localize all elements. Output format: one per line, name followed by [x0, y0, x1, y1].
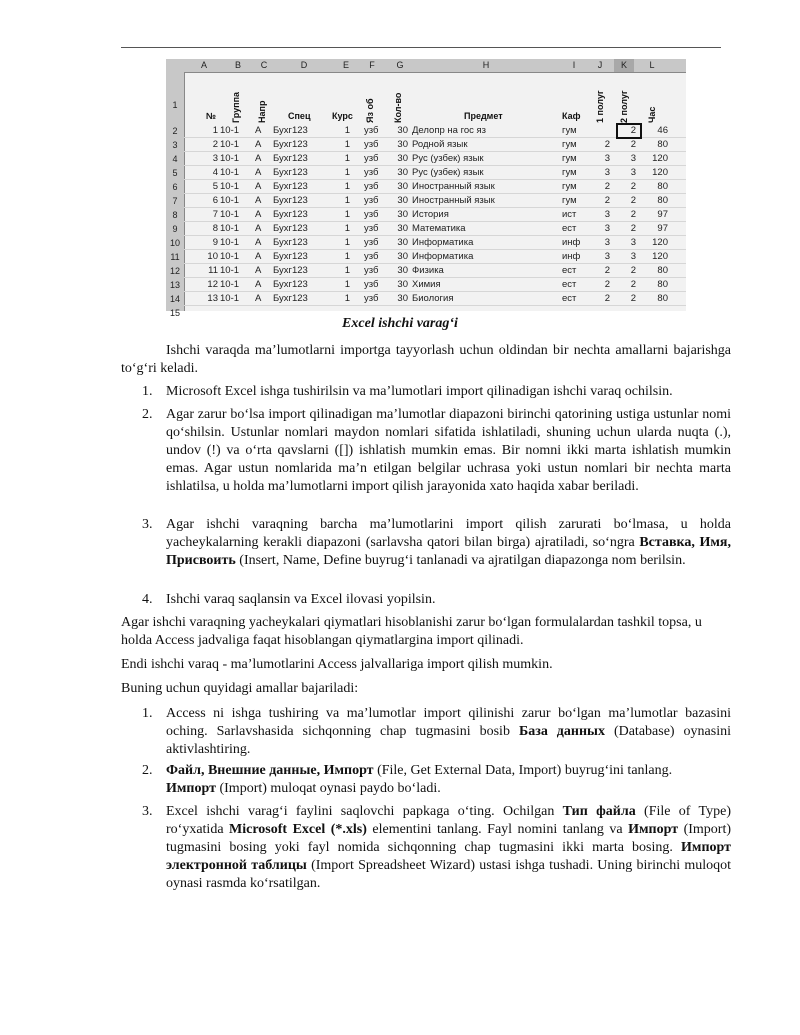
col-j: J	[597, 60, 603, 70]
table-cell: Физика	[412, 265, 444, 276]
table-cell: 2	[604, 181, 610, 192]
table-cell: 30	[397, 265, 408, 276]
table-cell: 1	[344, 265, 350, 276]
col-a: A	[200, 60, 207, 70]
col-g: G	[396, 60, 404, 70]
table-cell: А	[255, 181, 262, 192]
table-cell: 120	[652, 237, 668, 248]
table-cell: 3	[630, 251, 636, 262]
table-cell: 80	[657, 265, 668, 276]
hdr-predmet: Предмет	[464, 111, 503, 121]
table-cell: А	[255, 293, 262, 304]
table-cell: 10-1	[220, 139, 240, 150]
table-cell: 3	[604, 153, 610, 164]
table-cell: узб	[364, 195, 379, 206]
table-cell: 30	[397, 139, 408, 150]
list1-item-4: Ishchi varaq saqlansin va Excel ilovasi yopilsin.	[166, 592, 436, 607]
hdr-group: Группа	[231, 91, 241, 123]
table-cell: 4	[212, 167, 218, 178]
row-number: 12	[169, 266, 180, 276]
table-cell: 10-1	[220, 209, 240, 220]
table-cell: 80	[657, 293, 668, 304]
row-number: 2	[172, 126, 178, 136]
table-cell: гум	[562, 125, 577, 136]
table-cell: узб	[364, 251, 379, 262]
col-c: C	[260, 60, 268, 70]
table-cell: 1	[344, 223, 350, 234]
paragraph-import-ready: Endi ishchi varaq - ma’lumotlarini Access jalvallariga import qilish mumkin.	[121, 657, 553, 672]
table-cell: ест	[562, 279, 577, 290]
table-cell: 9	[212, 237, 218, 248]
col-d: D	[300, 60, 308, 70]
table-cell: 30	[397, 223, 408, 234]
row-number: 1	[172, 100, 178, 110]
list1-number-1: 1.	[142, 384, 153, 399]
list1-item-2: Agar zarur bo‘lsa import qilinadigan ma’lumotlar diapazoni birinchi qatorining ustiga ustunlar nomi qo‘shilsin. Ustunlar nomlari maydon nomlari sifatida ishlatiladi, shuning uchun ularda nuqta (.), undov (!) va o‘rta qavslarni ([]) ishlatish mumkin emas. Bir nomni ikki marta ishlatish mumkin emas. Agar ustun nomlarida ma’n etilgan belgilar uchrasa yoki ustun nomlari bir nechta marta ishlatilsa, u holda ma’lumotlarni import qilish jarayonida xato haqida xabar beriladi.	[166, 407, 731, 494]
col-e: E	[342, 60, 349, 70]
table-cell: 10	[207, 251, 218, 262]
table-cell: 2	[604, 139, 610, 150]
table-cell: Бухг123	[273, 237, 308, 248]
table-cell: гум	[562, 167, 577, 178]
table-cell: Математика	[412, 223, 466, 234]
intro-paragraph: Ishchi varaqda ma’lumotlarni importga tayyorlash uchun oldindan bir nechta amallarni bajarishga to‘g‘ri keladi.	[121, 343, 731, 376]
table-cell: Иностранный язык	[412, 181, 495, 192]
row-number: 15	[169, 308, 180, 318]
hdr-spets: Спец	[288, 111, 311, 121]
table-cell: 10-1	[220, 167, 240, 178]
table-cell: Бухг123	[273, 293, 308, 304]
row-number: 13	[169, 280, 180, 290]
table-cell: 2	[604, 195, 610, 206]
table-cell: История	[412, 209, 449, 220]
table-cell: 1	[344, 181, 350, 192]
table-cell: 10-1	[220, 237, 240, 248]
hdr-p1: 1 полуг	[595, 90, 605, 123]
table-cell: 2	[630, 125, 636, 136]
list1-number-2: 2.	[142, 407, 153, 422]
table-cell: 80	[657, 181, 668, 192]
hdr-p2: 2 полуг	[619, 90, 629, 123]
table-cell: Бухг123	[273, 125, 308, 136]
hdr-napr: Напр	[257, 100, 267, 123]
table-cell: 10-1	[220, 181, 240, 192]
table-cell: узб	[364, 153, 379, 164]
table-cell: узб	[364, 279, 379, 290]
table-cell: Бухг123	[273, 195, 308, 206]
table-cell: 1	[344, 237, 350, 248]
table-cell: ест	[562, 223, 577, 234]
table-cell: Информатика	[412, 251, 474, 262]
table-cell: 2	[630, 223, 636, 234]
table-cell: 10-1	[220, 195, 240, 206]
table-cell: 1	[212, 125, 218, 136]
table-cell: 120	[652, 167, 668, 178]
table-cell: узб	[364, 167, 379, 178]
table-cell: А	[255, 195, 262, 206]
hdr-num: №	[206, 111, 217, 121]
row-number: 9	[172, 224, 178, 234]
table-cell: ест	[562, 293, 577, 304]
table-cell: 1	[344, 293, 350, 304]
table-cell: 10-1	[220, 251, 240, 262]
table-cell: 97	[657, 209, 668, 220]
table-cell: 2	[630, 209, 636, 220]
table-cell: узб	[364, 125, 379, 136]
col-f: F	[369, 60, 375, 70]
table-cell: А	[255, 139, 262, 150]
table-cell: Рус (узбек) язык	[412, 167, 484, 178]
col-l: L	[649, 60, 655, 70]
table-cell: 1	[344, 209, 350, 220]
table-cell: 3	[604, 167, 610, 178]
table-cell: 3	[604, 237, 610, 248]
table-cell: 2	[630, 293, 636, 304]
row-headers	[166, 72, 185, 318]
table-cell: Бухг123	[273, 167, 308, 178]
table-cell: Бухг123	[273, 153, 308, 164]
table-cell: Информатика	[412, 237, 474, 248]
table-cell: Бухг123	[273, 181, 308, 192]
table-cell: 120	[652, 251, 668, 262]
table-cell: Бухг123	[273, 279, 308, 290]
table-cell: 1	[344, 251, 350, 262]
table-cell: 7	[212, 209, 218, 220]
table-cell: 11	[208, 265, 218, 276]
table-cell: А	[255, 209, 262, 220]
table-cell: 3	[630, 237, 636, 248]
table-cell: гум	[562, 153, 577, 164]
row-number: 8	[172, 210, 178, 220]
table-cell: узб	[364, 181, 379, 192]
table-cell: Бухг123	[273, 209, 308, 220]
table-cell: узб	[364, 209, 379, 220]
paragraph-steps-intro: Buning uchun quyidagi amallar bajariladi:	[121, 681, 359, 696]
row-number: 5	[172, 168, 178, 178]
column-headers	[166, 59, 686, 73]
table-cell: Бухг123	[273, 223, 308, 234]
table-cell: 10-1	[220, 293, 240, 304]
table-cell: А	[255, 153, 262, 164]
table-cell: А	[255, 265, 262, 276]
col-b: B	[234, 60, 241, 70]
list1-item-1: Microsoft Excel ishga tushirilsin va ma’lumotlari import qilinadigan ishchi varaq ochilsin.	[166, 384, 673, 399]
table-cell: 12	[207, 279, 218, 290]
list2-item-1: Access ni ishga tushiring va ma’lumotlar import qilinishi zarur bo‘lgan ma’lumotlar bazasini oching. Sarlavshasida sichqonning chap tugmasini bosib База данных (Database) oynasini aktivlashtiring.	[166, 706, 731, 757]
row-number: 10	[169, 238, 180, 248]
table-cell: 30	[397, 237, 408, 248]
list2-item-3: Excel ishchi varag‘i faylini saqlovchi papkaga o‘ting. Ochilgan Тип файла (File of Type) ro‘yxatida Microsoft Excel (*.xls) elementini tanlang. Fayl nomini tanlang va Импорт (Import) tugmasini bosing yoki fayl nomida sichqonning chap tugmasini ikki marta bosing. Импорт электронной таблицы (Import Spreadsheet Wizard) ustasi ishga tushadi. Uning birinchi muloqot oynasi rasmda ko‘rsatilgan.	[166, 804, 732, 891]
table-cell: 2	[630, 279, 636, 290]
row-number: 6	[172, 182, 178, 192]
excel-worksheet-image	[166, 59, 686, 318]
table-cell: гум	[562, 181, 577, 192]
list2-number-1: 1.	[142, 706, 153, 721]
table-cell: 2	[630, 195, 636, 206]
table-cell: 8	[212, 223, 218, 234]
table-cell: 10-1	[220, 279, 240, 290]
table-cell: 3	[212, 153, 218, 164]
table-cell: 1	[344, 125, 350, 136]
table-cell: А	[255, 279, 262, 290]
table-cell: 30	[397, 209, 408, 220]
col-i: I	[572, 60, 576, 70]
table-cell: 3	[604, 251, 610, 262]
table-cell: 6	[212, 195, 218, 206]
row-number: 14	[169, 294, 180, 304]
col-h: H	[482, 60, 490, 70]
table-cell: 2	[604, 265, 610, 276]
bold-menu-path: Вставка, Имя, Присвоить	[166, 535, 731, 568]
hdr-kurs: Курс	[332, 111, 353, 121]
table-cell: узб	[364, 223, 379, 234]
table-cell: А	[255, 167, 262, 178]
table-cell: 46	[657, 125, 668, 136]
table-cell: 3	[630, 167, 636, 178]
table-cell: 2	[630, 139, 636, 150]
table-cell: инф	[562, 237, 581, 248]
table-cell: 10-1	[220, 125, 240, 136]
table-cell: Бухг123	[273, 139, 308, 150]
table-cell: 30	[397, 153, 408, 164]
row-number: 7	[172, 196, 178, 206]
table-cell: А	[255, 223, 262, 234]
table-cell: 2	[630, 181, 636, 192]
table-cell: 30	[397, 293, 408, 304]
table-cell: 5	[212, 181, 218, 192]
table-cell: 30	[397, 181, 408, 192]
table-cell: 1	[344, 167, 350, 178]
row-number: 3	[172, 140, 178, 150]
table-cell: Иностранный язык	[412, 195, 495, 206]
table-cell: 30	[397, 167, 408, 178]
table-cell: 3	[630, 153, 636, 164]
table-cell: 80	[657, 279, 668, 290]
table-cell: Бухг123	[273, 251, 308, 262]
table-cell: 2	[604, 293, 610, 304]
table-cell: 1	[344, 153, 350, 164]
table-cell: ист	[562, 209, 577, 220]
table-cell: Биология	[412, 293, 454, 304]
table-cell: 97	[657, 223, 668, 234]
list2-number-2: 2.	[142, 763, 153, 778]
hdr-yaz: Яз об	[365, 98, 375, 123]
table-cell: 30	[397, 125, 408, 136]
list1-number-4: 4.	[142, 592, 153, 607]
table-cell: 30	[397, 195, 408, 206]
hdr-chas: Час	[647, 106, 657, 123]
table-cell: Делопр на гос яз	[412, 125, 487, 136]
list1-item-3: Agar ishchi varaqning barcha ma’lumotlarini import qilish zarurati bo‘lmasa, u holda yacheykalarning kerakli diapazoni (sarlavsha qatori bilan birga) ajratiladi, so‘ngra Вставка, Имя, Присвоить (Insert, Name, Define buyrug‘i tanlanadi va ajratilgan diapazonga nom berilsin.	[166, 517, 731, 568]
table-cell: 3	[604, 209, 610, 220]
table-cell: Рус (узбек) язык	[412, 153, 484, 164]
table-cell: 1	[344, 279, 350, 290]
table-cell: ест	[562, 265, 577, 276]
list1-number-3: 3.	[142, 517, 153, 532]
table-cell: узб	[364, 139, 379, 150]
table-cell: 10-1	[220, 223, 240, 234]
col-k: K	[614, 59, 634, 72]
table-cell: 120	[652, 153, 668, 164]
figure-caption: Excel ishchi varag‘i	[342, 316, 458, 331]
paragraph-formulas: Agar ishchi varaqning yacheykalari qiymatlari hisoblanishi zarur bo‘lgan formulalardan tashkil topsa, u holda Access jadvaliga faqat hisoblangan qiymatlargina import qilinadi.	[121, 615, 702, 648]
hdr-kolvo: Кол-во	[393, 92, 403, 123]
row-number: 11	[170, 252, 180, 262]
table-cell: 3	[604, 223, 610, 234]
table-cell: узб	[364, 265, 379, 276]
active-cell	[616, 123, 642, 139]
table-cell: А	[255, 251, 262, 262]
table-cell: гум	[562, 195, 577, 206]
table-cell: гум	[562, 139, 577, 150]
header-rule	[121, 47, 721, 48]
table-cell: узб	[364, 293, 379, 304]
table-cell: 30	[397, 279, 408, 290]
table-cell: 2	[212, 139, 218, 150]
table-cell: 13	[207, 293, 218, 304]
list2-number-3: 3.	[142, 804, 153, 819]
table-cell: А	[255, 125, 262, 136]
table-cell: А	[255, 237, 262, 248]
list2-item-2: Файл, Внешние данные, Импорт (File, Get External Data, Import) buyrug‘ini tanlang. Импорт (Import) muloqat oynasi paydo bo‘ladi.	[166, 763, 673, 796]
table-cell: 2	[630, 265, 636, 276]
table-cell: Бухг123	[273, 265, 308, 276]
table-cell: 80	[657, 195, 668, 206]
row-number: 4	[172, 154, 178, 164]
table-cell: инф	[562, 251, 581, 262]
table-cell: 80	[657, 139, 668, 150]
table-cell: Химия	[412, 279, 441, 290]
hdr-kaf: Каф	[562, 111, 581, 121]
table-cell: 1	[344, 139, 350, 150]
table-cell: 2	[604, 279, 610, 290]
table-cell: 30	[397, 251, 408, 262]
table-cell: Родной язык	[412, 139, 468, 150]
table-cell: 10-1	[220, 153, 240, 164]
table-cell: узб	[364, 237, 379, 248]
table-cell: 1	[344, 195, 350, 206]
table-cell: 10-1	[220, 265, 240, 276]
